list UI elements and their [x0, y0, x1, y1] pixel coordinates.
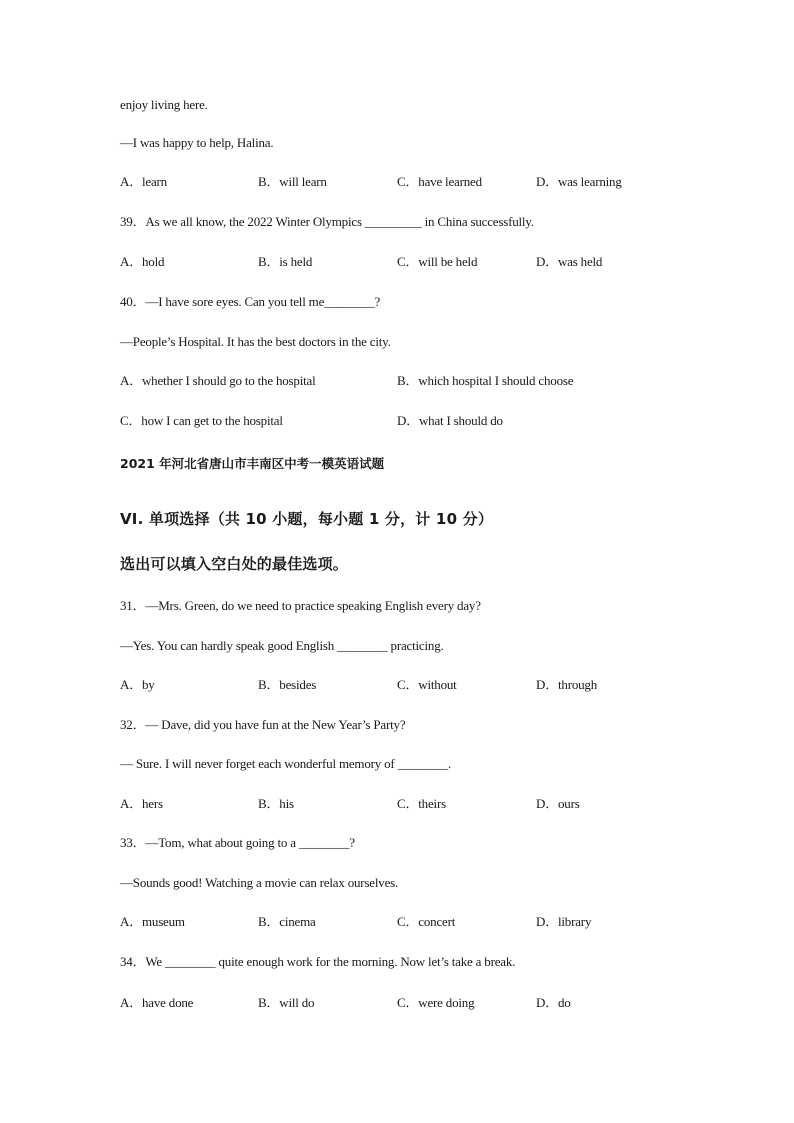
option-c: C．were doing: [397, 995, 475, 1010]
option-d: D．what I should do: [397, 413, 503, 428]
option-d: D．ours: [536, 796, 580, 811]
q32-stem: 32．— Dave, did you have fun at the New Year’s Party?: [120, 717, 406, 732]
option-b: B．will learn: [258, 174, 327, 189]
option-c: C．have learned: [397, 174, 482, 189]
option-d: D．was learning: [536, 174, 622, 189]
q40-stem: 40．—I have sore eyes. Can you tell me________?: [120, 294, 381, 309]
option-c: C．theirs: [397, 796, 446, 811]
option-b: B．which hospital I should choose: [397, 373, 574, 388]
option-d: D．through: [536, 677, 598, 692]
q31-stem: 31．—Mrs. Green, do we need to practice speaking English every day?: [120, 598, 481, 613]
instruction: 选出可以填入空白处的最佳选项。: [120, 555, 349, 573]
option-a: A．have done: [120, 995, 194, 1010]
dialogue-reply: —I was happy to help, Halina.: [120, 135, 274, 150]
option-a: A．hers: [120, 796, 163, 811]
option-b: B．is held: [258, 254, 313, 269]
option-b: B．cinema: [258, 914, 316, 929]
option-d: D．do: [536, 995, 571, 1010]
option-c: C．concert: [397, 914, 456, 929]
q40-reply: —People’s Hospital. It has the best doctors in the city.: [120, 334, 391, 349]
part-title: VI. 单项选择（共 10 小题，每小题 1 分，计 10 分）: [120, 510, 494, 528]
q33-reply: —Sounds good! Watching a movie can relax ourselves.: [120, 875, 399, 890]
exam-title: 2021 年河北省唐山市丰南区中考一模英语试题: [120, 456, 385, 471]
option-a: A．hold: [120, 254, 165, 269]
option-a: A．learn: [120, 174, 167, 189]
option-b: B．his: [258, 796, 294, 811]
question-stem-continuation: enjoy living here.: [120, 97, 208, 112]
q32-reply: — Sure. I will never forget each wonderful memory of ________.: [120, 756, 452, 771]
q34-stem: 34．We ________ quite enough work for the morning. Now let’s take a break.: [120, 954, 516, 969]
q31-reply: —Yes. You can hardly speak good English ________ practicing.: [120, 638, 444, 653]
option-c: C．will be held: [397, 254, 478, 269]
option-c: C．how I can get to the hospital: [120, 413, 283, 428]
option-a: A．by: [120, 677, 155, 692]
option-c: C．without: [397, 677, 457, 692]
q39-stem: 39．As we all know, the 2022 Winter Olympics _________ in China successfully.: [120, 214, 534, 229]
option-a: A．whether I should go to the hospital: [120, 373, 316, 388]
option-d: D．library: [536, 914, 592, 929]
option-b: B．will do: [258, 995, 315, 1010]
q33-stem: 33．—Tom, what about going to a ________?: [120, 835, 355, 850]
option-d: D．was held: [536, 254, 603, 269]
option-a: A．museum: [120, 914, 185, 929]
option-b: B．besides: [258, 677, 317, 692]
